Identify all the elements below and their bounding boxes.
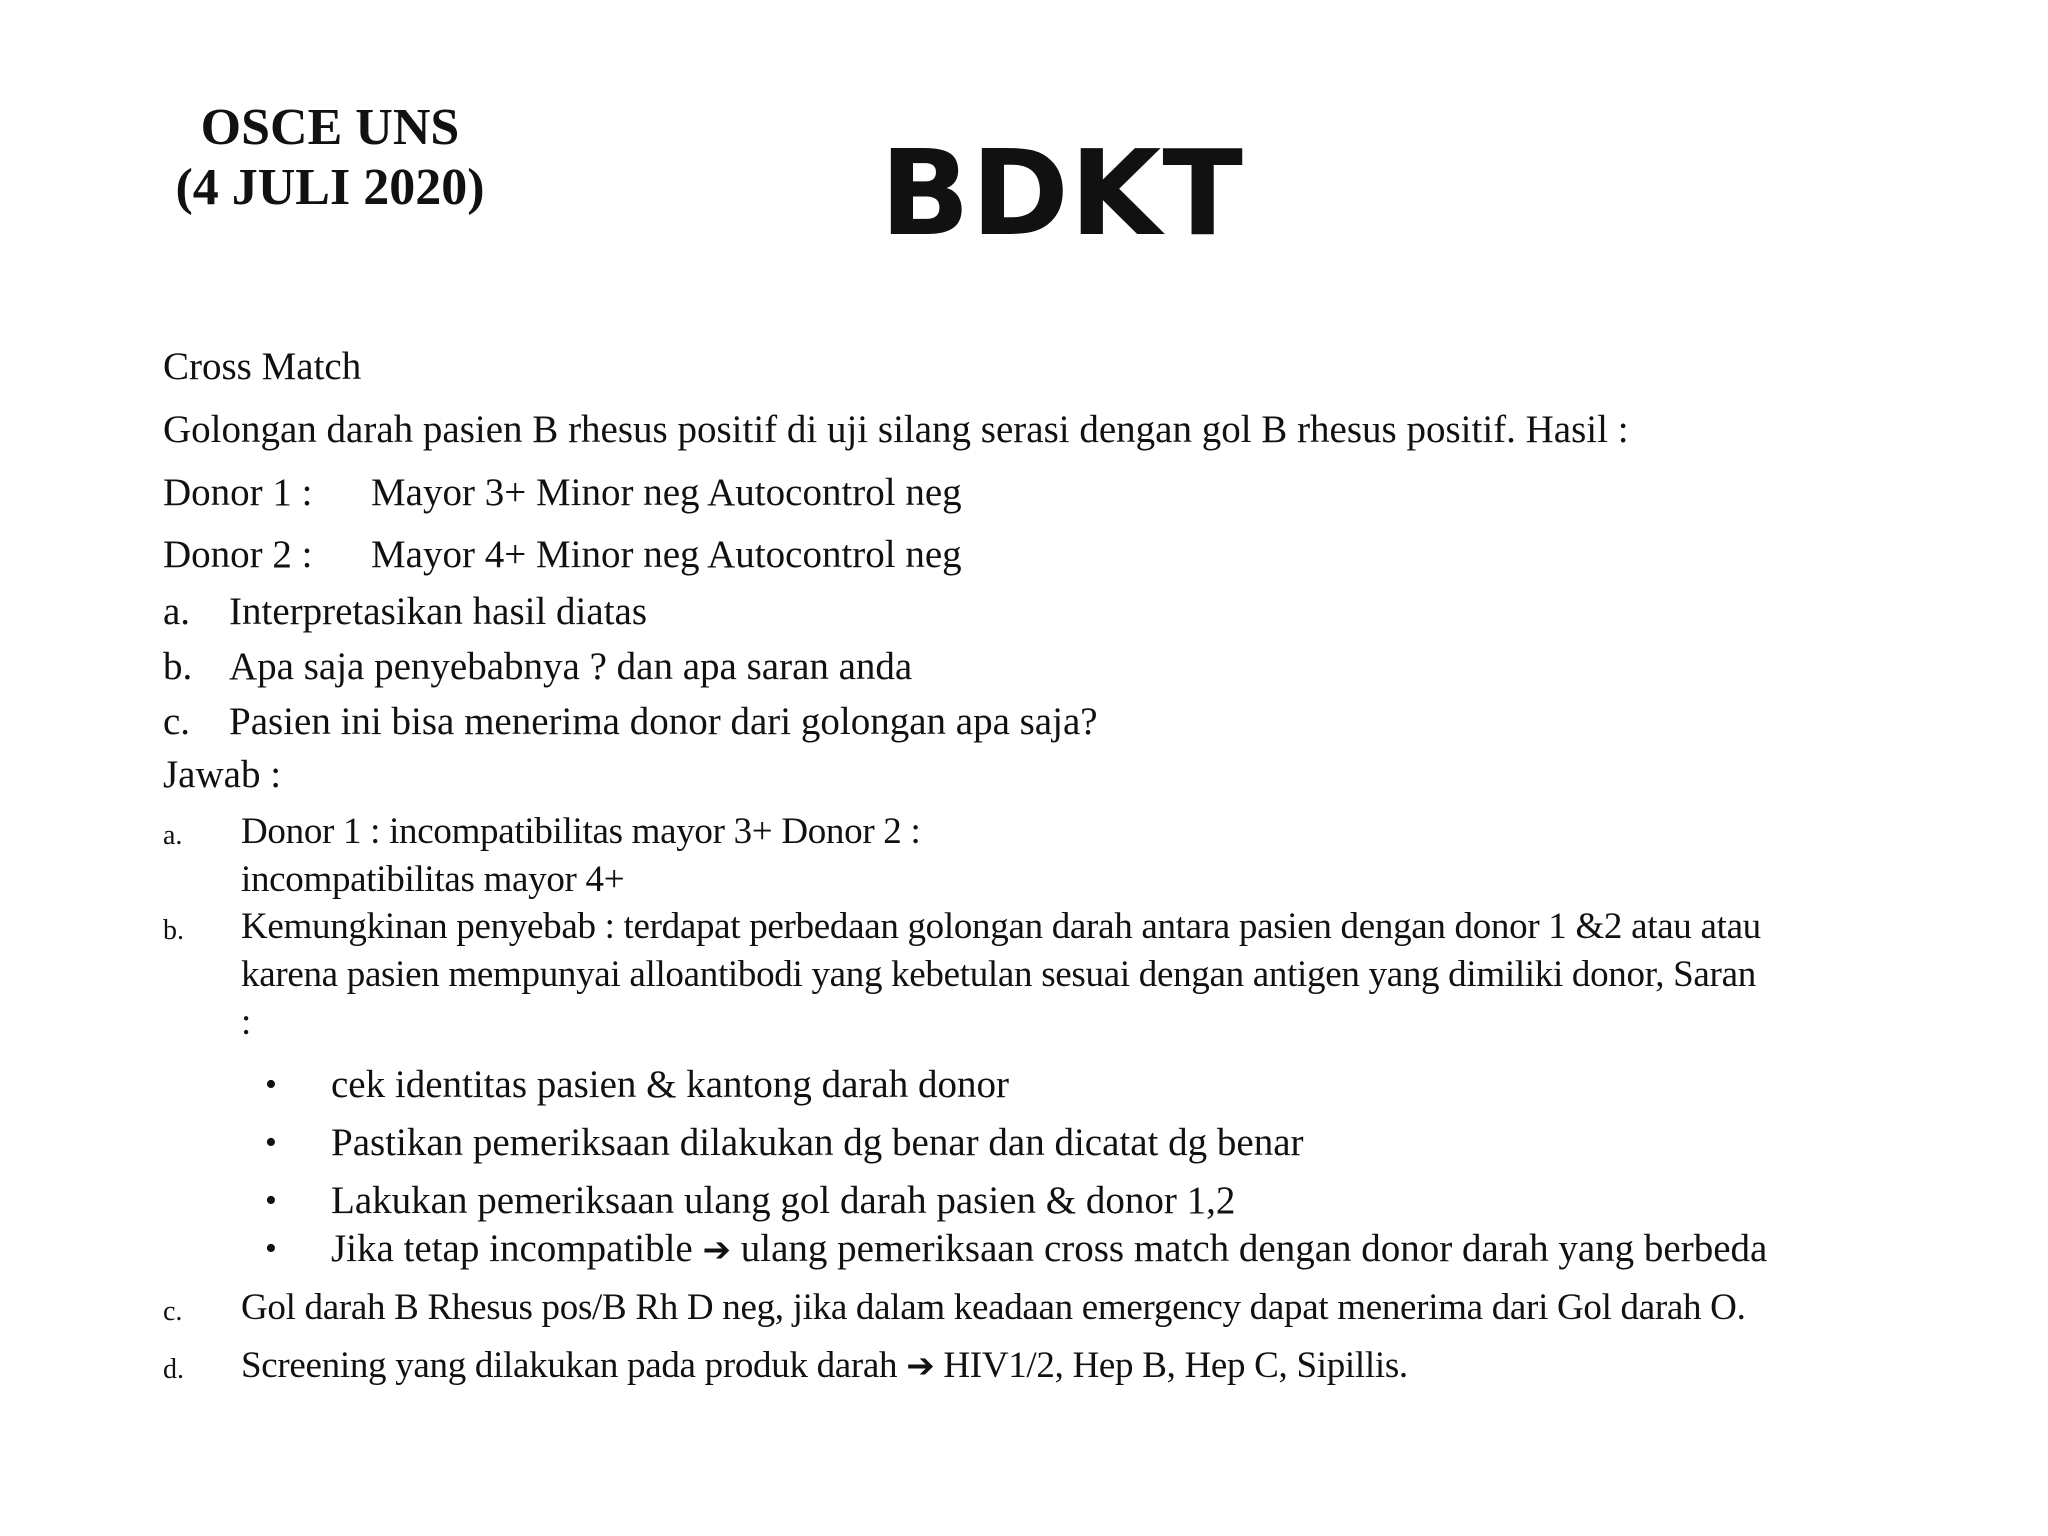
list-marker: c. <box>163 700 191 743</box>
exam-header <box>170 98 490 218</box>
bullet-item <box>265 1062 1009 1108</box>
question-text: Pasien ini bisa menerima donor dari golongan apa saja? <box>229 700 1098 743</box>
donor-row-1 <box>163 470 962 516</box>
answer-item-c <box>163 1284 1863 1332</box>
answer-line: HIV1/2, Hep B, Hep C, Sipillis. <box>943 1345 1408 1386</box>
donor-row-2 <box>163 532 962 578</box>
donor-result: Mayor 4+ Minor neg Autocontrol neg <box>371 533 962 576</box>
list-marker: c. <box>163 1296 183 1327</box>
arrow-right-icon: ➔ <box>906 1346 935 1386</box>
bullet-icon: • <box>265 1230 277 1267</box>
question-text: Apa saja penyebabnya ? dan apa saran anda <box>229 645 913 688</box>
answer-line: Screening yang dilakukan pada produk darah <box>241 1345 898 1386</box>
question-intro: Golongan darah pasien B rhesus positif di uji silang serasi dengan gol B rhesus positif. Hasil : <box>163 408 1629 451</box>
question-item-b <box>163 644 912 690</box>
question-item-c <box>163 699 1098 745</box>
answer-line: : <box>241 1002 251 1043</box>
bullet-icon: • <box>265 1124 277 1161</box>
bullet-icon: • <box>265 1182 277 1219</box>
answer-item-b <box>163 903 1863 1047</box>
exam-name: OSCE UNS <box>200 99 460 156</box>
question-topic: Cross Match <box>163 345 362 388</box>
answer-label: Jawab : <box>163 753 282 796</box>
donor-label: Donor 2 : <box>163 533 313 576</box>
bullet-text: Lakukan pemeriksaan ulang gol darah pasien & donor 1,2 <box>331 1179 1236 1222</box>
bullet-item <box>265 1120 1304 1166</box>
list-marker: a. <box>163 820 183 851</box>
answer-line: Donor 1 : incompatibilitas mayor 3+ Donor 2 : <box>241 811 921 852</box>
question-text: Interpretasikan hasil diatas <box>229 590 648 633</box>
page-title: BDKT <box>880 124 1244 262</box>
bullet-icon: • <box>265 1066 277 1103</box>
exam-date: (4 JULI 2020) <box>175 159 485 216</box>
answer-item-d <box>163 1342 1863 1390</box>
list-marker: a. <box>163 590 191 633</box>
donor-label: Donor 1 : <box>163 471 313 514</box>
answer-line: Kemungkinan penyebab : terdapat perbedaan golongan darah antara pasien dengan donor 1 &2 atau atau <box>241 906 1761 947</box>
list-marker: b. <box>163 645 193 688</box>
answer-line: karena pasien mempunyai alloantibodi yang kebetulan sesuai dengan antigen yang dimiliki donor, Saran <box>241 954 1756 995</box>
answer-line: Gol darah B Rhesus pos/B Rh D neg, jika dalam keadaan emergency dapat menerima dari Gol darah O. <box>241 1287 1746 1328</box>
answer-line: incompatibilitas mayor 4+ <box>241 859 625 900</box>
answer-item-a <box>163 808 1863 904</box>
bullet-text-group <box>331 1227 1767 1270</box>
bullet-text: Pastikan pemeriksaan dilakukan dg benar dan dicatat dg benar <box>331 1121 1304 1164</box>
bullet-text: ulang pemeriksaan cross match dengan donor darah yang berbeda <box>740 1227 1768 1270</box>
question-item-a <box>163 589 647 635</box>
list-marker: b. <box>163 915 184 946</box>
bullet-item <box>265 1226 1767 1273</box>
bullet-text: cek identitas pasien & kantong darah donor <box>331 1063 1009 1106</box>
bullet-text: Jika tetap incompatible <box>331 1227 693 1270</box>
answer-line-group <box>241 1342 1863 1390</box>
bullet-item <box>265 1178 1235 1224</box>
list-marker: d. <box>163 1354 184 1385</box>
donor-result: Mayor 3+ Minor neg Autocontrol neg <box>371 471 962 514</box>
arrow-right-icon: ➔ <box>702 1230 731 1270</box>
